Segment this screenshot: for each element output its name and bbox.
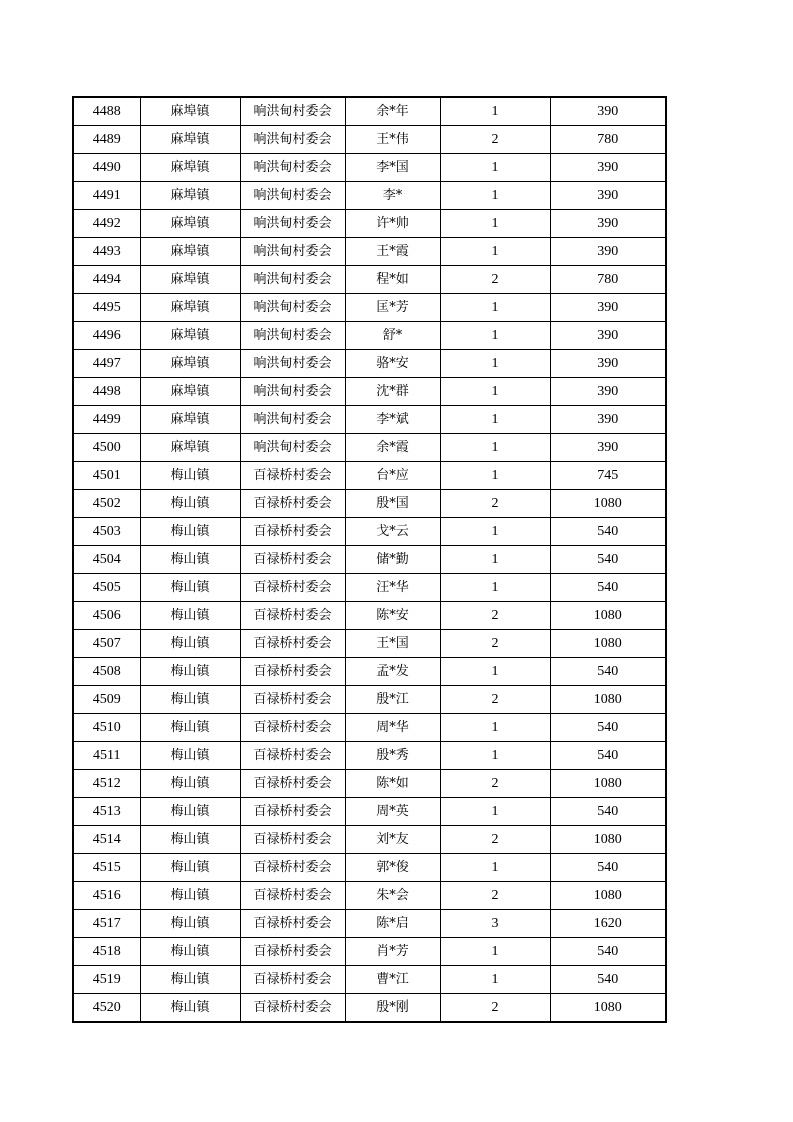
cell-town: 梅山镇: [140, 994, 240, 1023]
cell-amount: 540: [550, 518, 666, 546]
cell-amount: 540: [550, 742, 666, 770]
cell-amount: 1080: [550, 882, 666, 910]
cell-count: 1: [440, 97, 550, 126]
cell-amount: 540: [550, 966, 666, 994]
cell-id: 4505: [73, 574, 140, 602]
cell-id: 4493: [73, 238, 140, 266]
cell-amount: 540: [550, 658, 666, 686]
table-row: [73, 574, 666, 602]
cell-name: 郭*俊: [345, 854, 440, 882]
table-row: [73, 126, 666, 154]
cell-count: 2: [440, 630, 550, 658]
cell-name: 殷*江: [345, 686, 440, 714]
cell-name: 沈*群: [345, 378, 440, 406]
cell-name: 朱*会: [345, 882, 440, 910]
cell-count: 1: [440, 854, 550, 882]
cell-amount: 1080: [550, 490, 666, 518]
cell-id: 4500: [73, 434, 140, 462]
table-row: [73, 658, 666, 686]
cell-name: 台*应: [345, 462, 440, 490]
cell-name: 殷*刚: [345, 994, 440, 1023]
cell-amount: 780: [550, 266, 666, 294]
cell-town: 麻埠镇: [140, 238, 240, 266]
cell-count: 1: [440, 210, 550, 238]
table-row: [73, 826, 666, 854]
cell-name: 骆*安: [345, 350, 440, 378]
cell-count: 1: [440, 350, 550, 378]
cell-town: 麻埠镇: [140, 126, 240, 154]
cell-amount: 745: [550, 462, 666, 490]
cell-amount: 540: [550, 854, 666, 882]
cell-id: 4511: [73, 742, 140, 770]
cell-amount: 1080: [550, 770, 666, 798]
table-row: [73, 714, 666, 742]
cell-id: 4497: [73, 350, 140, 378]
cell-town: 梅山镇: [140, 854, 240, 882]
cell-village: 响洪甸村委会: [240, 182, 345, 210]
cell-count: 2: [440, 994, 550, 1023]
cell-village: 响洪甸村委会: [240, 238, 345, 266]
table-row: [73, 854, 666, 882]
cell-town: 麻埠镇: [140, 378, 240, 406]
cell-id: 4504: [73, 546, 140, 574]
cell-village: 百禄桥村委会: [240, 910, 345, 938]
cell-name: 曹*江: [345, 966, 440, 994]
cell-count: 1: [440, 462, 550, 490]
cell-amount: 780: [550, 126, 666, 154]
cell-id: 4496: [73, 322, 140, 350]
cell-amount: 1080: [550, 994, 666, 1023]
cell-village: 响洪甸村委会: [240, 378, 345, 406]
cell-amount: 540: [550, 574, 666, 602]
cell-id: 4512: [73, 770, 140, 798]
cell-name: 刘*友: [345, 826, 440, 854]
table-body: [73, 97, 666, 1022]
table-row: [73, 154, 666, 182]
table-row: [73, 434, 666, 462]
cell-count: 1: [440, 322, 550, 350]
cell-town: 麻埠镇: [140, 266, 240, 294]
cell-village: 百禄桥村委会: [240, 490, 345, 518]
cell-name: 周*华: [345, 714, 440, 742]
cell-name: 肖*芳: [345, 938, 440, 966]
cell-amount: 390: [550, 182, 666, 210]
cell-town: 梅山镇: [140, 630, 240, 658]
table-row: [73, 798, 666, 826]
cell-name: 余*年: [345, 97, 440, 126]
cell-id: 4514: [73, 826, 140, 854]
cell-count: 1: [440, 294, 550, 322]
cell-count: 2: [440, 686, 550, 714]
cell-id: 4508: [73, 658, 140, 686]
table-row: [73, 406, 666, 434]
cell-amount: 390: [550, 97, 666, 126]
cell-count: 1: [440, 182, 550, 210]
table-row: [73, 882, 666, 910]
cell-name: 匡*芳: [345, 294, 440, 322]
cell-id: 4502: [73, 490, 140, 518]
cell-village: 百禄桥村委会: [240, 798, 345, 826]
cell-village: 百禄桥村委会: [240, 742, 345, 770]
cell-amount: 540: [550, 798, 666, 826]
cell-amount: 1620: [550, 910, 666, 938]
cell-count: 2: [440, 490, 550, 518]
table-row: [73, 350, 666, 378]
cell-name: 戈*云: [345, 518, 440, 546]
cell-id: 4490: [73, 154, 140, 182]
cell-amount: 540: [550, 938, 666, 966]
cell-village: 百禄桥村委会: [240, 658, 345, 686]
cell-town: 梅山镇: [140, 882, 240, 910]
cell-town: 麻埠镇: [140, 294, 240, 322]
cell-village: 响洪甸村委会: [240, 126, 345, 154]
table-row: [73, 210, 666, 238]
cell-amount: 1080: [550, 602, 666, 630]
cell-id: 4498: [73, 378, 140, 406]
table-row: [73, 546, 666, 574]
cell-name: 周*英: [345, 798, 440, 826]
cell-name: 李*国: [345, 154, 440, 182]
cell-town: 梅山镇: [140, 966, 240, 994]
cell-village: 百禄桥村委会: [240, 966, 345, 994]
table-row: [73, 938, 666, 966]
cell-village: 响洪甸村委会: [240, 210, 345, 238]
cell-amount: 1080: [550, 686, 666, 714]
cell-count: 2: [440, 770, 550, 798]
table-row: [73, 742, 666, 770]
cell-amount: 390: [550, 294, 666, 322]
cell-count: 1: [440, 742, 550, 770]
cell-count: 1: [440, 658, 550, 686]
cell-town: 梅山镇: [140, 826, 240, 854]
cell-village: 百禄桥村委会: [240, 546, 345, 574]
cell-id: 4489: [73, 126, 140, 154]
cell-name: 余*霞: [345, 434, 440, 462]
cell-count: 2: [440, 126, 550, 154]
cell-town: 梅山镇: [140, 546, 240, 574]
cell-id: 4492: [73, 210, 140, 238]
cell-id: 4518: [73, 938, 140, 966]
cell-count: 2: [440, 602, 550, 630]
cell-town: 梅山镇: [140, 938, 240, 966]
cell-count: 1: [440, 518, 550, 546]
cell-count: 2: [440, 826, 550, 854]
table-row: [73, 97, 666, 126]
cell-town: 梅山镇: [140, 602, 240, 630]
cell-count: 3: [440, 910, 550, 938]
cell-amount: 540: [550, 546, 666, 574]
cell-name: 殷*秀: [345, 742, 440, 770]
cell-count: 1: [440, 434, 550, 462]
cell-amount: 390: [550, 378, 666, 406]
cell-amount: 540: [550, 714, 666, 742]
cell-id: 4488: [73, 97, 140, 126]
cell-name: 陈*安: [345, 602, 440, 630]
cell-id: 4495: [73, 294, 140, 322]
cell-town: 麻埠镇: [140, 182, 240, 210]
cell-count: 1: [440, 966, 550, 994]
cell-count: 1: [440, 714, 550, 742]
cell-id: 4513: [73, 798, 140, 826]
cell-name: 舒*: [345, 322, 440, 350]
cell-id: 4501: [73, 462, 140, 490]
cell-town: 麻埠镇: [140, 350, 240, 378]
cell-town: 麻埠镇: [140, 154, 240, 182]
cell-id: 4503: [73, 518, 140, 546]
cell-amount: 390: [550, 322, 666, 350]
cell-village: 百禄桥村委会: [240, 882, 345, 910]
cell-village: 百禄桥村委会: [240, 994, 345, 1023]
cell-town: 梅山镇: [140, 910, 240, 938]
cell-id: 4519: [73, 966, 140, 994]
cell-id: 4506: [73, 602, 140, 630]
table-row: [73, 602, 666, 630]
cell-name: 王*伟: [345, 126, 440, 154]
cell-village: 响洪甸村委会: [240, 350, 345, 378]
cell-village: 响洪甸村委会: [240, 294, 345, 322]
cell-count: 2: [440, 882, 550, 910]
cell-name: 程*如: [345, 266, 440, 294]
cell-village: 百禄桥村委会: [240, 938, 345, 966]
cell-village: 百禄桥村委会: [240, 602, 345, 630]
cell-village: 响洪甸村委会: [240, 154, 345, 182]
cell-village: 百禄桥村委会: [240, 686, 345, 714]
cell-id: 4516: [73, 882, 140, 910]
cell-amount: 390: [550, 434, 666, 462]
cell-count: 1: [440, 378, 550, 406]
cell-count: 1: [440, 154, 550, 182]
cell-village: 百禄桥村委会: [240, 826, 345, 854]
cell-town: 麻埠镇: [140, 322, 240, 350]
table-row: [73, 686, 666, 714]
cell-name: 王*国: [345, 630, 440, 658]
cell-count: 1: [440, 574, 550, 602]
table-row: [73, 518, 666, 546]
cell-village: 响洪甸村委会: [240, 266, 345, 294]
cell-village: 百禄桥村委会: [240, 854, 345, 882]
table-row: [73, 630, 666, 658]
cell-town: 麻埠镇: [140, 434, 240, 462]
cell-village: 响洪甸村委会: [240, 322, 345, 350]
cell-id: 4499: [73, 406, 140, 434]
cell-count: 1: [440, 798, 550, 826]
cell-id: 4510: [73, 714, 140, 742]
cell-village: 百禄桥村委会: [240, 518, 345, 546]
cell-name: 储*勤: [345, 546, 440, 574]
cell-amount: 390: [550, 210, 666, 238]
table-row: [73, 462, 666, 490]
cell-name: 李*: [345, 182, 440, 210]
cell-town: 梅山镇: [140, 714, 240, 742]
cell-count: 1: [440, 938, 550, 966]
cell-town: 梅山镇: [140, 490, 240, 518]
cell-id: 4494: [73, 266, 140, 294]
cell-town: 梅山镇: [140, 798, 240, 826]
cell-name: 陈*如: [345, 770, 440, 798]
cell-village: 百禄桥村委会: [240, 770, 345, 798]
cell-town: 梅山镇: [140, 742, 240, 770]
table-row: [73, 266, 666, 294]
cell-amount: 390: [550, 154, 666, 182]
cell-amount: 390: [550, 238, 666, 266]
table-row: [73, 238, 666, 266]
cell-town: 梅山镇: [140, 658, 240, 686]
cell-count: 1: [440, 238, 550, 266]
cell-village: 响洪甸村委会: [240, 434, 345, 462]
cell-village: 百禄桥村委会: [240, 574, 345, 602]
cell-town: 梅山镇: [140, 462, 240, 490]
table-row: [73, 490, 666, 518]
cell-village: 百禄桥村委会: [240, 630, 345, 658]
cell-town: 梅山镇: [140, 686, 240, 714]
cell-town: 梅山镇: [140, 518, 240, 546]
cell-id: 4517: [73, 910, 140, 938]
cell-amount: 1080: [550, 826, 666, 854]
cell-id: 4520: [73, 994, 140, 1023]
cell-village: 响洪甸村委会: [240, 97, 345, 126]
cell-amount: 1080: [550, 630, 666, 658]
cell-id: 4507: [73, 630, 140, 658]
cell-name: 李*斌: [345, 406, 440, 434]
cell-town: 麻埠镇: [140, 210, 240, 238]
cell-name: 孟*发: [345, 658, 440, 686]
cell-name: 陈*启: [345, 910, 440, 938]
cell-amount: 390: [550, 350, 666, 378]
table-row: [73, 322, 666, 350]
table-row: [73, 182, 666, 210]
cell-town: 梅山镇: [140, 770, 240, 798]
cell-town: 麻埠镇: [140, 97, 240, 126]
cell-village: 响洪甸村委会: [240, 406, 345, 434]
data-table: [72, 96, 667, 1023]
cell-town: 麻埠镇: [140, 406, 240, 434]
cell-count: 1: [440, 406, 550, 434]
table-row: [73, 770, 666, 798]
cell-name: 许*帅: [345, 210, 440, 238]
cell-count: 2: [440, 266, 550, 294]
cell-village: 百禄桥村委会: [240, 714, 345, 742]
cell-name: 殷*国: [345, 490, 440, 518]
cell-name: 王*霞: [345, 238, 440, 266]
table-row: [73, 966, 666, 994]
table-row: [73, 294, 666, 322]
cell-village: 百禄桥村委会: [240, 462, 345, 490]
cell-town: 梅山镇: [140, 574, 240, 602]
table-row: [73, 378, 666, 406]
table-row: [73, 994, 666, 1023]
cell-id: 4491: [73, 182, 140, 210]
cell-count: 1: [440, 546, 550, 574]
cell-id: 4515: [73, 854, 140, 882]
cell-amount: 390: [550, 406, 666, 434]
cell-name: 汪*华: [345, 574, 440, 602]
cell-id: 4509: [73, 686, 140, 714]
table-row: [73, 910, 666, 938]
